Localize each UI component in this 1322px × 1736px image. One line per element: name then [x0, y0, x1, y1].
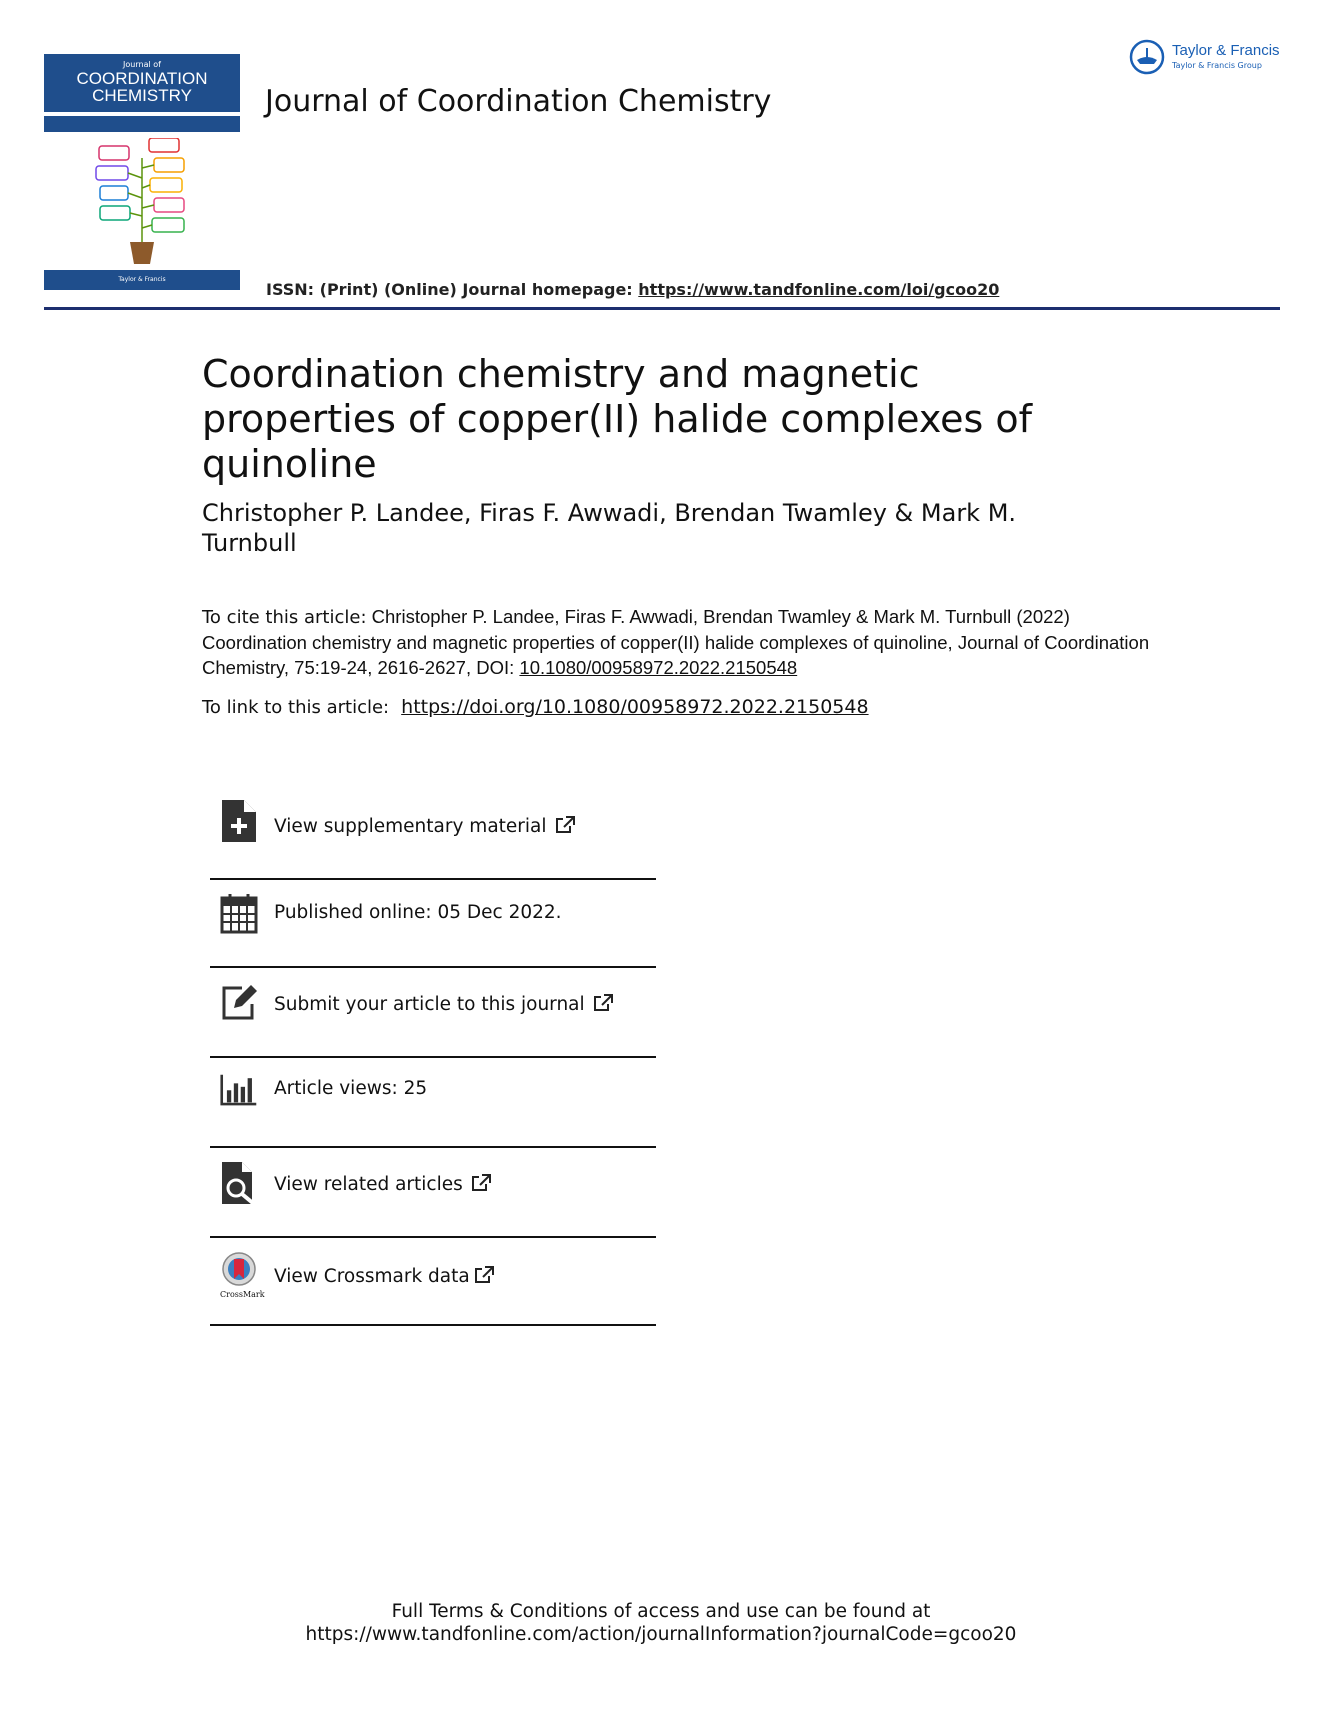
- info-divider: [210, 1324, 656, 1326]
- info-item-label: View related articles: [274, 1174, 491, 1195]
- info-divider: [210, 878, 656, 880]
- info-item-supplementary[interactable]: [210, 800, 656, 876]
- cite-label: To cite this article:: [202, 607, 367, 628]
- info-item-label: View Crossmark data: [274, 1266, 494, 1287]
- footer-line1: Full Terms & Conditions of access and use can be found at: [391, 1601, 931, 1622]
- cover-tree-illustration: [94, 138, 230, 266]
- external-link-icon: [474, 1266, 494, 1284]
- cover-journal-small: Journal of: [123, 60, 161, 69]
- bar-chart-icon: [220, 1070, 258, 1114]
- footer-terms-url[interactable]: https://www.tandfonline.com/action/journalInformation?journalCode=gcoo20: [305, 1624, 1017, 1645]
- cover-journal-line1: COORDINATION: [76, 69, 208, 88]
- info-divider: [210, 1056, 656, 1058]
- info-item-related[interactable]: [210, 1154, 656, 1236]
- calendar-icon: [220, 892, 258, 936]
- header-divider: [44, 307, 1280, 310]
- cite-text: Christopher P. Landee, Firas F. Awwadi, Brendan Twamley & Mark M. Turnbull (2022) Coordination chemistry and magnetic properties of copper(II) halide complexes of quinoline, Journal of Coordination Chemistry, 75:19-24, 2616-2627, DOI:: [202, 606, 1150, 678]
- issn-line: [266, 280, 999, 299]
- taylor-francis-logo-icon: [1128, 38, 1166, 76]
- doi-link[interactable]: 10.1080/00958972.2022.2150548: [519, 657, 798, 678]
- cover-publisher: Taylor & Francis: [44, 270, 240, 290]
- external-link-icon: [471, 1174, 491, 1192]
- document-plus-icon: [220, 800, 258, 844]
- edit-icon: [220, 982, 258, 1026]
- article-title: Coordination chemistry and magnetic properties of copper(II) halide complexes of quinoline: [202, 352, 1033, 486]
- info-item-views: [210, 1064, 656, 1146]
- cover-journal-line2: CHEMISTRY: [92, 86, 192, 105]
- crossmark-badge-icon: [220, 1252, 258, 1288]
- journal-cover: [44, 54, 240, 294]
- info-divider: [210, 1146, 656, 1148]
- article-link-line: [202, 696, 869, 718]
- info-divider: [210, 1236, 656, 1238]
- publisher-logo[interactable]: [1128, 38, 1278, 78]
- journal-homepage-link[interactable]: https://www.tandfonline.com/loi/gcoo20: [638, 280, 1000, 299]
- info-item-published: [210, 886, 656, 966]
- publisher-group: Taylor & Francis Group: [1172, 61, 1262, 70]
- info-item-label: Article views: 25: [274, 1078, 428, 1099]
- article-authors: Christopher P. Landee, Firas F. Awwadi, Brendan Twamley & Mark M. Turnbull: [202, 499, 1017, 557]
- journal-title: Journal of Coordination Chemistry: [265, 84, 772, 119]
- cover-journal-name: [44, 70, 240, 104]
- external-link-icon: [593, 994, 613, 1012]
- info-item-label: Submit your article to this journal: [274, 994, 613, 1015]
- info-item-label: View supplementary material: [274, 816, 575, 837]
- link-label: To link to this article:: [202, 697, 390, 718]
- publisher-name: Taylor & Francis: [1172, 42, 1280, 59]
- terms-footer: [0, 1600, 1322, 1646]
- info-item-label: Published online: 05 Dec 2022.: [274, 902, 562, 923]
- cover-header: [44, 54, 240, 112]
- info-divider: [210, 966, 656, 968]
- crossmark-icon: [220, 1252, 265, 1300]
- external-link-icon: [555, 816, 575, 834]
- info-item-crossmark[interactable]: [210, 1244, 656, 1326]
- crossmark-caption: CrossMark: [220, 1290, 265, 1299]
- cover-band: [44, 116, 240, 132]
- issn-text: ISSN: (Print) (Online) Journal homepage:: [266, 280, 639, 299]
- article-doi-url[interactable]: https://doi.org/10.1080/00958972.2022.2150548: [401, 696, 869, 718]
- document-search-icon: [220, 1162, 258, 1206]
- citation-block: [202, 604, 1162, 680]
- info-item-submit[interactable]: [210, 974, 656, 1058]
